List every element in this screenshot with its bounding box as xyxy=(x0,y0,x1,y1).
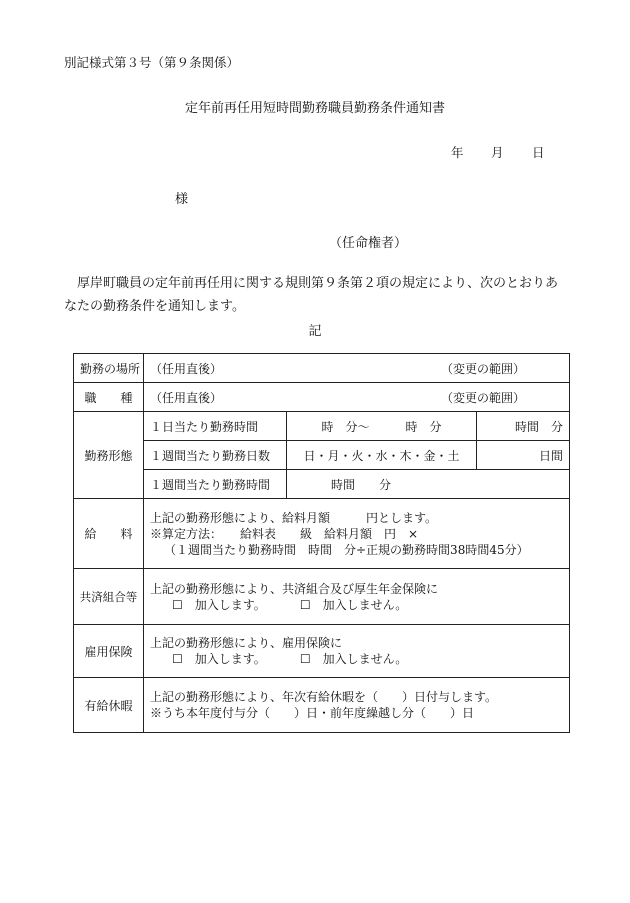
row-paid-leave xyxy=(74,678,570,733)
daily-total: 時間 分 xyxy=(477,412,570,441)
position-value: （任用直後） xyxy=(150,390,223,405)
paid-leave-label: 有給休暇 xyxy=(74,678,144,733)
row-salary xyxy=(74,499,570,569)
employment-insurance-join-checkbox[interactable]: ☐ 加入します。 xyxy=(172,652,266,666)
workplace-cell xyxy=(144,354,570,383)
document-title: 定年前再任用短時間勤務職員勤務条件通知書 xyxy=(184,101,445,116)
paid-leave-line-1: 上記の勤務形態により、年次有給休暇を（ ）日付与します。 xyxy=(150,690,498,704)
row-position xyxy=(74,383,570,412)
days-unit: 日間 xyxy=(477,441,570,470)
paid-leave-line-2: ※うち本年度付与分（ ）日・前年度繰越し分（ ）日 xyxy=(150,706,475,720)
workplace-range: （変更の範囲） xyxy=(441,361,526,376)
mutual-aid-label: 共済組合等 xyxy=(74,569,144,625)
position-label xyxy=(74,383,144,412)
date-year: 年 xyxy=(451,145,464,160)
intro-paragraph: 厚岸町職員の定年前再任用に関する規則第９条第２項の規定により、次のとおりあなたの勤務条件を通知します。 xyxy=(64,276,559,314)
salary-line-3: （１週間当たり勤務時間 時間 分÷正規の勤務時間38時間45分） xyxy=(164,542,529,557)
weekly-hours-value: 時間 分 xyxy=(287,470,570,499)
salary-line-2: ※算定方法： 給料表 級 給料月額 円 × xyxy=(150,526,419,541)
position-range: （変更の範囲） xyxy=(441,390,526,405)
position-label-text: 職 種 xyxy=(84,390,133,405)
employment-insurance-label: 雇用保険 xyxy=(74,625,144,678)
row-mutual-aid xyxy=(74,569,570,625)
mutual-aid-join-checkbox[interactable]: ☐ 加入します。 xyxy=(172,597,266,612)
position-cell xyxy=(144,383,570,412)
daily-hours-value: 時 分～ 時 分 xyxy=(287,412,477,441)
employment-insurance-options xyxy=(150,651,563,667)
row-workplace xyxy=(74,354,570,383)
salary-cell xyxy=(144,499,570,569)
row-work-form-1 xyxy=(74,412,570,441)
employment-insurance-line-1: 上記の勤務形態により、雇用保険に xyxy=(150,636,343,650)
mutual-aid-line-1: 上記の勤務形態により、共済組合及び厚生年金保険に xyxy=(150,581,439,596)
workplace-value: （任用直後） xyxy=(150,361,223,376)
weekly-days-label: １週間当たり勤務日数 xyxy=(144,441,287,470)
mutual-aid-cell xyxy=(144,569,570,625)
date-month: 月 xyxy=(491,145,504,160)
ki-heading: 記 xyxy=(308,324,322,339)
appointer-label: （任命権者） xyxy=(329,236,408,251)
work-form-label: 勤務形態 xyxy=(74,412,144,499)
row-employment-insurance xyxy=(74,625,570,678)
weekdays: 日・月・火・水・木・金・土 xyxy=(287,441,477,470)
addressee-suffix: 様 xyxy=(175,192,189,207)
salary-label: 給 料 xyxy=(74,499,144,569)
form-id: 別記様式第３号（第９条関係） xyxy=(64,55,240,70)
daily-hours-label: １日当たり勤務時間 xyxy=(144,412,287,441)
salary-line-1: 上記の勤務形態により、給料月額 円とします。 xyxy=(150,510,438,525)
date-day: 日 xyxy=(532,145,545,160)
employment-insurance-not-join-checkbox[interactable]: ☐ 加入しません。 xyxy=(299,652,408,666)
paid-leave-cell xyxy=(144,678,570,733)
row-work-form-2 xyxy=(74,441,570,470)
row-work-form-3 xyxy=(74,470,570,499)
weekly-hours-label: １週間当たり勤務時間 xyxy=(144,470,287,499)
employment-insurance-cell xyxy=(144,625,570,678)
mutual-aid-options xyxy=(150,597,563,613)
conditions-table xyxy=(73,353,570,733)
workplace-label: 勤務の場所 xyxy=(74,354,144,383)
mutual-aid-not-join-checkbox[interactable]: ☐ 加入しません。 xyxy=(299,597,408,612)
